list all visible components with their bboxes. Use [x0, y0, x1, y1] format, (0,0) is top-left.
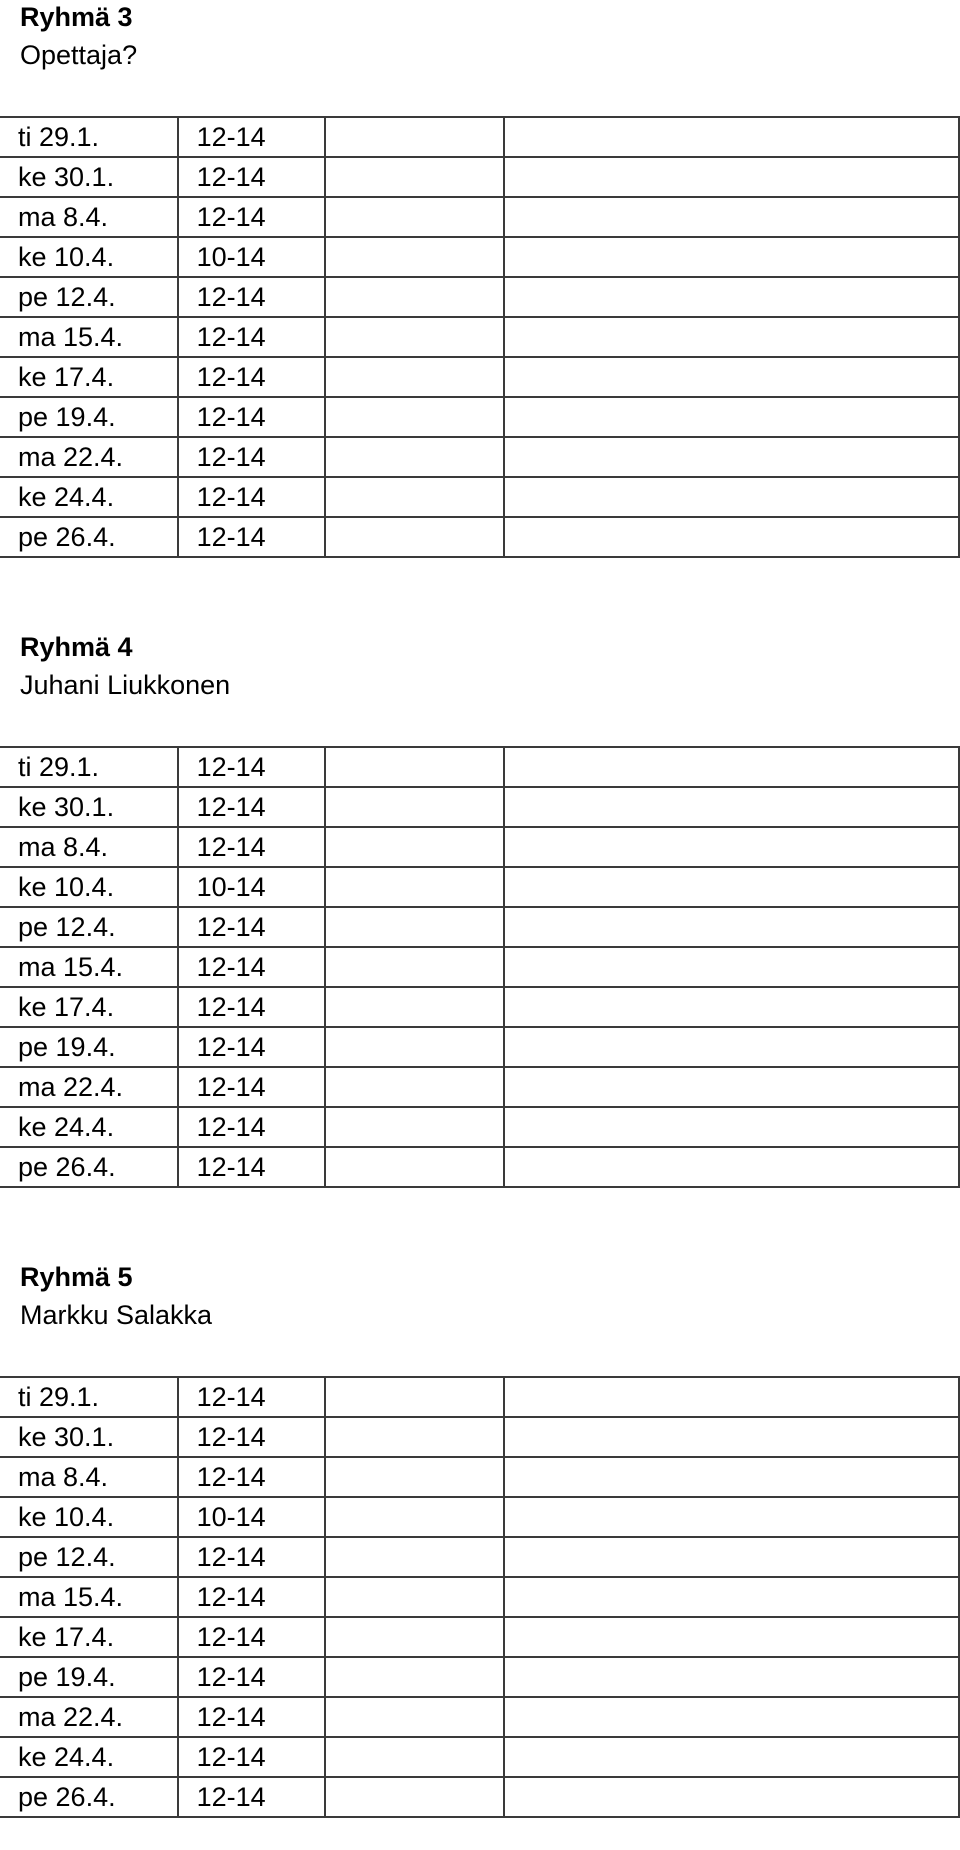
empty-cell [325, 827, 504, 867]
table-row [0, 987, 959, 1027]
date-cell: pe 19.4. [0, 397, 178, 437]
time-cell: 12-14 [178, 1377, 326, 1417]
date-cell: pe 26.4. [0, 1777, 178, 1817]
time-cell: 12-14 [178, 787, 326, 827]
table-row [0, 157, 959, 197]
group-title: Ryhmä 3 [20, 2, 133, 32]
group-teacher: Juhani Liukkonen [20, 670, 231, 700]
table-row [0, 907, 959, 947]
date-cell: ma 15.4. [0, 317, 178, 357]
time-cell: 12-14 [178, 1777, 326, 1817]
table-row [0, 1617, 959, 1657]
schedule-table [0, 746, 960, 1188]
empty-cell [325, 317, 504, 357]
table-row [0, 1777, 959, 1817]
time-cell: 12-14 [178, 1577, 326, 1617]
empty-cell [504, 907, 959, 947]
date-cell: ke 24.4. [0, 1107, 178, 1147]
date-cell: ma 22.4. [0, 437, 178, 477]
date-cell: pe 12.4. [0, 1537, 178, 1577]
time-cell: 12-14 [178, 277, 326, 317]
table-row [0, 827, 959, 867]
time-cell: 12-14 [178, 1617, 326, 1657]
empty-cell [325, 437, 504, 477]
date-cell: ti 29.1. [0, 1377, 178, 1417]
time-cell: 12-14 [178, 197, 326, 237]
empty-cell [504, 237, 959, 277]
time-cell: 12-14 [178, 1147, 326, 1187]
date-cell: ma 15.4. [0, 947, 178, 987]
time-cell: 12-14 [178, 1537, 326, 1577]
time-cell: 12-14 [178, 317, 326, 357]
empty-cell [325, 277, 504, 317]
table-row [0, 277, 959, 317]
table-row [0, 1537, 959, 1577]
empty-cell [504, 1537, 959, 1577]
date-cell: ke 10.4. [0, 867, 178, 907]
table-row [0, 1027, 959, 1067]
table-row [0, 397, 959, 437]
empty-cell [325, 357, 504, 397]
date-cell: ke 30.1. [0, 157, 178, 197]
table-row [0, 1497, 959, 1537]
empty-cell [504, 1657, 959, 1697]
date-cell: ma 8.4. [0, 197, 178, 237]
empty-cell [325, 787, 504, 827]
time-cell: 12-14 [178, 157, 326, 197]
time-cell: 12-14 [178, 947, 326, 987]
time-cell: 10-14 [178, 237, 326, 277]
empty-cell [325, 1107, 504, 1147]
empty-cell [504, 747, 959, 787]
empty-cell [325, 907, 504, 947]
date-cell: pe 12.4. [0, 277, 178, 317]
schedule-table [0, 1376, 960, 1818]
date-cell: ma 8.4. [0, 1457, 178, 1497]
date-cell: ke 24.4. [0, 1737, 178, 1777]
empty-cell [504, 1067, 959, 1107]
empty-cell [325, 1417, 504, 1457]
table-row [0, 197, 959, 237]
empty-cell [504, 277, 959, 317]
table-row [0, 477, 959, 517]
time-cell: 12-14 [178, 517, 326, 557]
table-row [0, 1377, 959, 1417]
date-cell: pe 26.4. [0, 517, 178, 557]
table-row [0, 117, 959, 157]
date-cell: pe 26.4. [0, 1147, 178, 1187]
time-cell: 12-14 [178, 987, 326, 1027]
date-cell: ma 22.4. [0, 1697, 178, 1737]
date-cell: ke 10.4. [0, 1497, 178, 1537]
empty-cell [504, 1737, 959, 1777]
date-cell: ma 22.4. [0, 1067, 178, 1107]
empty-cell [504, 867, 959, 907]
empty-cell [325, 157, 504, 197]
empty-cell [325, 1697, 504, 1737]
date-cell: pe 19.4. [0, 1027, 178, 1067]
time-cell: 12-14 [178, 1657, 326, 1697]
empty-cell [504, 1107, 959, 1147]
group-teacher: Markku Salakka [20, 1300, 213, 1330]
schedule-table [0, 116, 960, 558]
empty-cell [325, 1537, 504, 1577]
date-cell: ke 30.1. [0, 1417, 178, 1457]
empty-cell [325, 1497, 504, 1537]
time-cell: 10-14 [178, 1497, 326, 1537]
empty-cell [325, 1027, 504, 1067]
date-cell: ma 8.4. [0, 827, 178, 867]
group-title: Ryhmä 4 [20, 632, 133, 662]
empty-cell [504, 827, 959, 867]
date-cell: ti 29.1. [0, 117, 178, 157]
table-row [0, 357, 959, 397]
date-cell: pe 12.4. [0, 907, 178, 947]
empty-cell [325, 1777, 504, 1817]
date-cell: ke 10.4. [0, 237, 178, 277]
empty-cell [325, 237, 504, 277]
empty-cell [504, 1497, 959, 1537]
empty-cell [325, 1457, 504, 1497]
time-cell: 12-14 [178, 1697, 326, 1737]
empty-cell [325, 477, 504, 517]
empty-cell [325, 1657, 504, 1697]
time-cell: 12-14 [178, 1107, 326, 1147]
group-teacher: Opettaja? [20, 40, 138, 70]
table-row [0, 787, 959, 827]
time-cell: 12-14 [178, 437, 326, 477]
table-row [0, 1697, 959, 1737]
time-cell: 12-14 [178, 907, 326, 947]
empty-cell [325, 947, 504, 987]
empty-cell [504, 987, 959, 1027]
time-cell: 12-14 [178, 357, 326, 397]
empty-cell [504, 157, 959, 197]
empty-cell [325, 197, 504, 237]
empty-cell [504, 1617, 959, 1657]
empty-cell [325, 747, 504, 787]
empty-cell [325, 987, 504, 1027]
empty-cell [325, 1617, 504, 1657]
date-cell: ti 29.1. [0, 747, 178, 787]
table-row [0, 1657, 959, 1697]
date-cell: ma 15.4. [0, 1577, 178, 1617]
time-cell: 10-14 [178, 867, 326, 907]
date-cell: ke 30.1. [0, 787, 178, 827]
time-cell: 12-14 [178, 1067, 326, 1107]
date-cell: ke 24.4. [0, 477, 178, 517]
empty-cell [325, 517, 504, 557]
time-cell: 12-14 [178, 747, 326, 787]
empty-cell [504, 437, 959, 477]
empty-cell [325, 1737, 504, 1777]
empty-cell [325, 1377, 504, 1417]
empty-cell [325, 1147, 504, 1187]
empty-cell [504, 1577, 959, 1617]
time-cell: 12-14 [178, 827, 326, 867]
date-cell: ke 17.4. [0, 357, 178, 397]
time-cell: 12-14 [178, 477, 326, 517]
empty-cell [504, 1377, 959, 1417]
table-row [0, 1107, 959, 1147]
table-row [0, 437, 959, 477]
empty-cell [504, 787, 959, 827]
group-title: Ryhmä 5 [20, 1262, 133, 1292]
empty-cell [504, 397, 959, 437]
table-row [0, 947, 959, 987]
empty-cell [504, 517, 959, 557]
time-cell: 12-14 [178, 117, 326, 157]
table-row [0, 1457, 959, 1497]
empty-cell [325, 867, 504, 907]
empty-cell [504, 947, 959, 987]
time-cell: 12-14 [178, 397, 326, 437]
time-cell: 12-14 [178, 1027, 326, 1067]
empty-cell [504, 117, 959, 157]
table-row [0, 1737, 959, 1777]
empty-cell [325, 1067, 504, 1107]
table-row [0, 867, 959, 907]
empty-cell [325, 397, 504, 437]
time-cell: 12-14 [178, 1737, 326, 1777]
empty-cell [504, 1417, 959, 1457]
empty-cell [504, 1027, 959, 1067]
table-row [0, 1417, 959, 1457]
empty-cell [504, 477, 959, 517]
empty-cell [504, 1457, 959, 1497]
empty-cell [325, 117, 504, 157]
empty-cell [504, 1777, 959, 1817]
empty-cell [504, 317, 959, 357]
empty-cell [504, 1697, 959, 1737]
empty-cell [504, 357, 959, 397]
empty-cell [325, 1577, 504, 1617]
time-cell: 12-14 [178, 1457, 326, 1497]
table-row [0, 1147, 959, 1187]
table-row [0, 1577, 959, 1617]
date-cell: ke 17.4. [0, 987, 178, 1027]
empty-cell [504, 1147, 959, 1187]
table-row [0, 317, 959, 357]
time-cell: 12-14 [178, 1417, 326, 1457]
table-row [0, 747, 959, 787]
date-cell: ke 17.4. [0, 1617, 178, 1657]
table-row [0, 1067, 959, 1107]
table-row [0, 517, 959, 557]
empty-cell [504, 197, 959, 237]
date-cell: pe 19.4. [0, 1657, 178, 1697]
table-row [0, 237, 959, 277]
